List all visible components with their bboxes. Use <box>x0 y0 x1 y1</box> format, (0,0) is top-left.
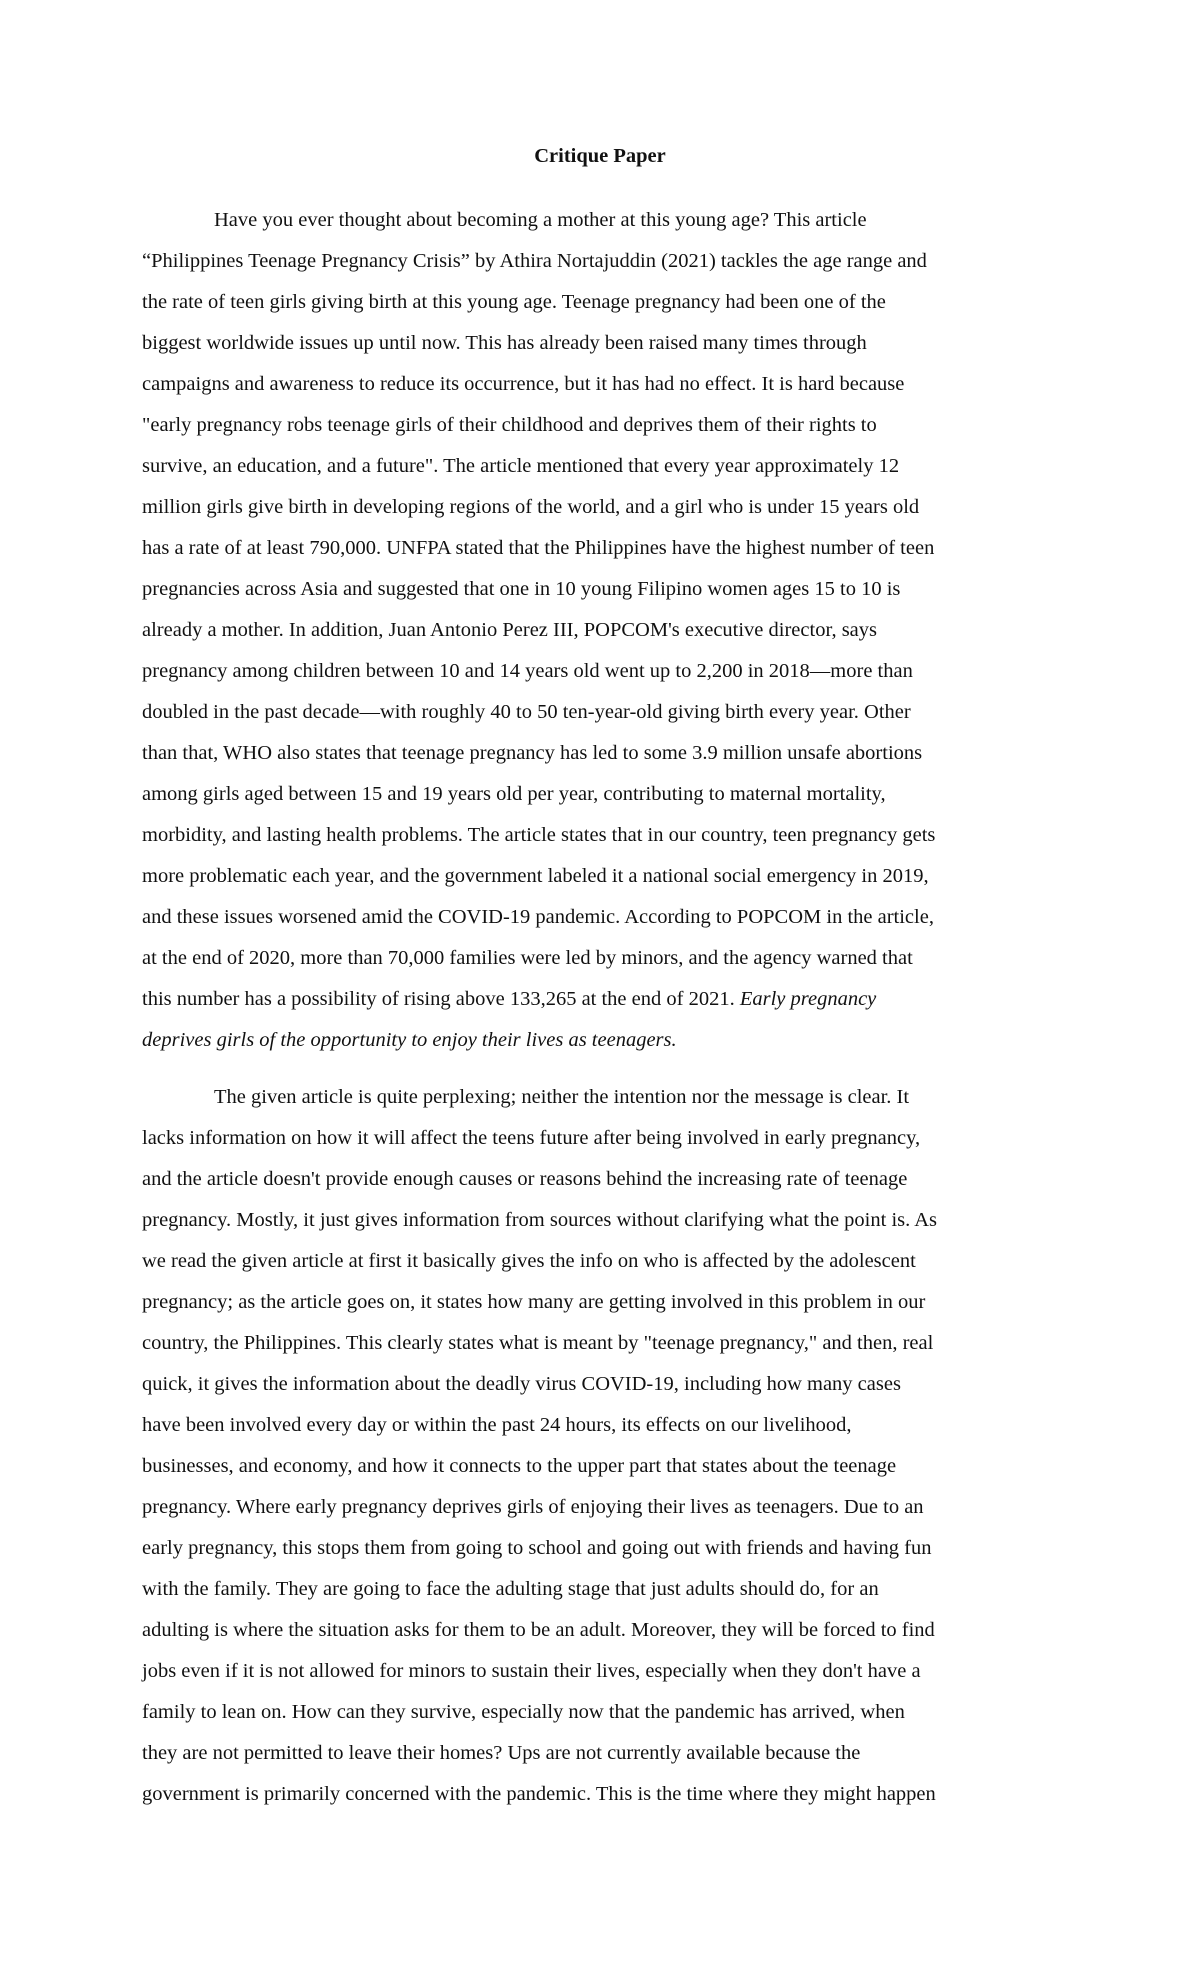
italic-emphasis-line: deprives girls of the opportunity to enjoy their lives as teenagers. <box>142 1029 677 1051</box>
paragraph-line: the rate of teen girls giving birth at this young age. Teenage pregnancy had been one of the <box>142 291 886 313</box>
paragraph-line: doubled in the past decade—with roughly 40 to 50 ten-year-old giving birth every year. Other <box>142 701 911 723</box>
paragraph-line: jobs even if it is not allowed for minors to sustain their lives, especially when they don't have a <box>142 1660 921 1682</box>
paragraph-line: The given article is quite perplexing; neither the intention nor the message is clear. It <box>214 1086 910 1108</box>
paragraph-line-text: this number has a possibility of rising above 133,265 at the end of 2021. <box>142 988 740 1010</box>
paragraph-line: already a mother. In addition, Juan Antonio Perez III, POPCOM's executive director, says <box>142 619 878 641</box>
paragraph-line: pregnancy among children between 10 and 14 years old went up to 2,200 in 2018—more than <box>142 660 913 682</box>
paragraph-line: among girls aged between 15 and 19 years old per year, contributing to maternal mortality, <box>142 783 886 805</box>
paragraph-line: million girls give birth in developing regions of the world, and a girl who is under 15 years old <box>142 496 920 518</box>
paragraph-line: businesses, and economy, and how it connects to the upper part that states about the teenage <box>142 1455 897 1477</box>
paragraph-line: biggest worldwide issues up until now. This has already been raised many times through <box>142 332 867 354</box>
paragraph-line: and the article doesn't provide enough causes or reasons behind the increasing rate of teenage <box>142 1168 908 1190</box>
paragraph-line: have been involved every day or within the past 24 hours, its effects on our livelihood, <box>142 1414 852 1436</box>
paragraph-line: campaigns and awareness to reduce its occurrence, but it has had no effect. It is hard because <box>142 373 905 395</box>
paragraph-line: than that, WHO also states that teenage pregnancy has led to some 3.9 million unsafe abortions <box>142 742 923 764</box>
paragraph-line: early pregnancy, this stops them from going to school and going out with friends and having fun <box>142 1537 932 1559</box>
paragraph-line: government is primarily concerned with the pandemic. This is the time where they might happen <box>142 1783 936 1805</box>
paragraph-line: quick, it gives the information about the deadly virus COVID-19, including how many cases <box>142 1373 901 1395</box>
paragraph-line: "early pregnancy robs teenage girls of their childhood and deprives them of their rights to <box>142 414 877 436</box>
paragraph-line: and these issues worsened amid the COVID-19 pandemic. According to POPCOM in the article, <box>142 906 934 928</box>
paragraph-line: pregnancies across Asia and suggested that one in 10 young Filipino women ages 15 to 10 is <box>142 578 901 600</box>
paragraph-line: “Philippines Teenage Pregnancy Crisis” by Athira Nortajuddin (2021) tackles the age range and <box>142 250 927 272</box>
paragraph-line: pregnancy. Where early pregnancy deprives girls of enjoying their lives as teenagers. Due to an <box>142 1496 924 1518</box>
paragraph-line: morbidity, and lasting health problems. The article states that in our country, teen pregnancy gets <box>142 824 936 846</box>
paragraph-line: we read the given article at first it basically gives the info on who is affected by the adolescent <box>142 1250 916 1272</box>
paragraph-line <box>142 979 1058 1020</box>
paragraph-line: has a rate of at least 790,000. UNFPA stated that the Philippines have the highest number of teen <box>142 537 935 559</box>
paragraph-line: at the end of 2020, more than 70,000 families were led by minors, and the agency warned that <box>142 947 913 969</box>
paragraph-line: more problematic each year, and the government labeled it a national social emergency in 2019, <box>142 865 929 887</box>
paragraph-line: country, the Philippines. This clearly states what is meant by "teenage pregnancy," and then, real <box>142 1332 934 1354</box>
italic-emphasis: Early pregnancy <box>739 988 877 1010</box>
paragraph-2 <box>142 1077 1058 1815</box>
paragraph-line: they are not permitted to leave their homes? Ups are not currently available because the <box>142 1742 861 1764</box>
document-body <box>142 200 1058 1815</box>
paragraph-line: survive, an education, and a future". The article mentioned that every year approximately 12 <box>142 455 900 477</box>
paragraph-line: adulting is where the situation asks for them to be an adult. Moreover, they will be forced to find <box>142 1619 935 1641</box>
page-title: Critique Paper <box>534 145 666 167</box>
paragraph-line: with the family. They are going to face the adulting stage that just adults should do, for an <box>142 1578 879 1600</box>
paragraph-1 <box>142 200 1058 1061</box>
paragraph-line: Have you ever thought about becoming a mother at this young age? This article <box>214 209 867 231</box>
paragraph-line: lacks information on how it will affect the teens future after being involved in early pregnancy, <box>142 1127 921 1149</box>
paragraph-line: family to lean on. How can they survive, especially now that the pandemic has arrived, when <box>142 1701 905 1723</box>
paragraph-line: pregnancy; as the article goes on, it states how many are getting involved in this problem in our <box>142 1291 926 1313</box>
paragraph-line: pregnancy. Mostly, it just gives information from sources without clarifying what the point is. As <box>142 1209 938 1231</box>
